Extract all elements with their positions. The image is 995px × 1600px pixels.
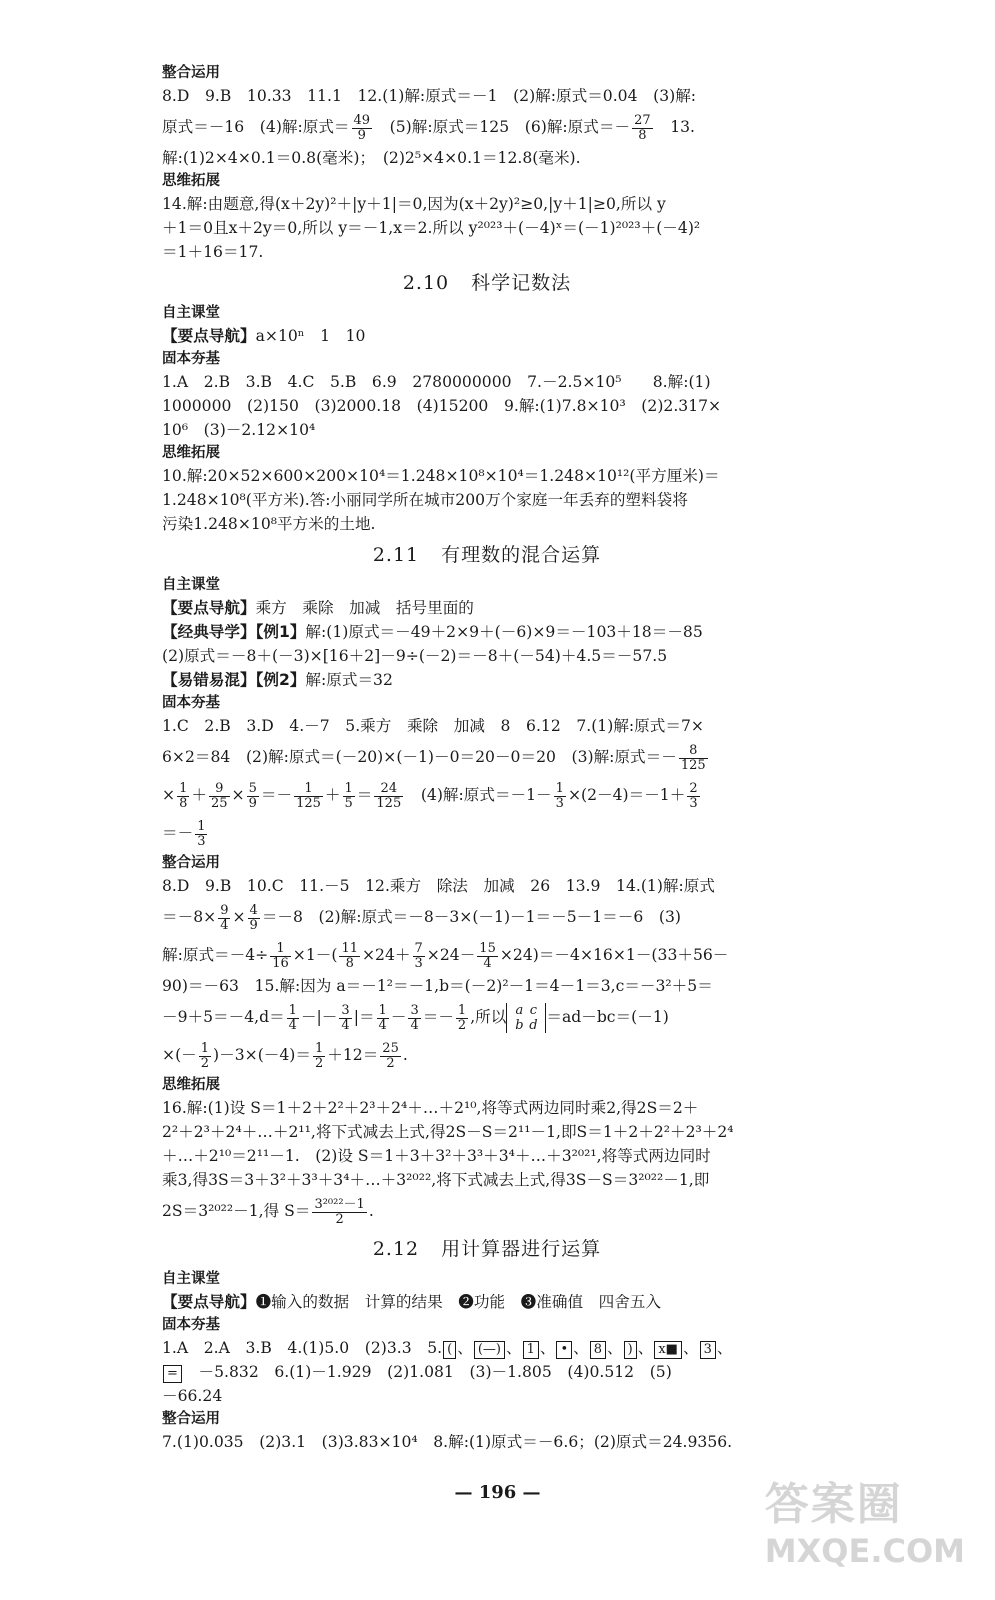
text-line: 原式＝－16 (4)解:原式＝ $\frac{49}{9}$ (5)解:原式＝125 (6)解:原式＝－ $\frac{27}{8}$ 13. — [162, 112, 696, 143]
text-line: －66.24 — [162, 1387, 223, 1405]
determinant: a c b d — [506, 1003, 546, 1033]
text-line: 8.D 9.B 10.33 11.1 12.(1)解:原式＝－1 (2)解:原式＝0.04 (3)解: — [162, 87, 697, 105]
text-line: 2²＋2³＋2⁴＋…＋2¹¹,将下式减去上式,得2S－S＝2¹¹－1,即S＝1＋2＋2²＋2³＋2⁴ — [162, 1123, 734, 1141]
text-line: 解:原式＝－4÷ $\frac{1}{16}$ ×1－( $\frac{11}{8}$ ×24＋ $\frac{7}{3}$ ×24－ $\frac{15}{4}$ ×24)＝－4×16×1－(33＋56－ — [162, 940, 729, 971]
fraction: $\frac{8}{125}$ — [680, 742, 706, 773]
text-line: －9＋5＝－4,d＝ $\frac{1}{4}$ －|－ $\frac{3}{4}$ |＝ $\frac{1}{4}$ － $\frac{3}{4}$ ＝－ $\frac{1}{2}$ ,所以 a c b d ＝ad－bc＝(－1) — [162, 1002, 669, 1033]
chapter-title: 2.10 科学记数法 — [402, 272, 572, 294]
text-line: 6×2＝84 (2)解:原式＝(－20)×(－1)－0＝20－0＝20 (3)解:原式＝－ $\frac{8}{125}$ — [162, 742, 706, 773]
text-line: 污染1.248×10⁸平方米的土地. — [162, 515, 376, 533]
section-heading: 整合运用 — [162, 1411, 220, 1427]
section-heading: 整合运用 — [162, 65, 220, 81]
text-line: 乘3,得3S＝3＋3²＋3³＋3⁴＋…＋3²⁰²²,将下式减去上式,得3S－S＝3²⁰²²－1,即 — [162, 1171, 710, 1189]
text-line: × $\frac{1}{8}$ ＋ $\frac{9}{25}$ × $\frac{5}{9}$ ＝－ $\frac{1}{125}$ ＋ $\frac{1}{5}$ ＝ $\frac{24}{125}$ (4)解:原式＝－1－ $\frac{1}{3}$ ×(2－4)＝－1＋ $\frac{2}{3}$ — [162, 780, 698, 811]
text-line: 7.(1)0.035 (2)3.1 (3)3.83×10⁴ 8.解:(1)原式＝－6.6；(2)原式＝24.9356. — [162, 1433, 733, 1451]
text-line: = －5.832 6.(1)－1.929 (2)1.081 (3)－1.805 (4)0.512 (5) — [162, 1360, 812, 1384]
section-heading: 自主课堂 — [162, 1271, 220, 1287]
text-line: ＝－ $\frac{1}{3}$ — [162, 818, 206, 849]
chapter-title: 2.11 有理数的混合运算 — [372, 544, 602, 566]
fraction: $\frac{49}{9}$ — [353, 112, 371, 143]
text-line: 【要点导航】a×10ⁿ 1 10 — [162, 327, 366, 345]
text-line: 【经典导学】【例1】解:(1)原式＝－49＋2×9＋(－6)×9＝－103＋18＝－85 — [162, 623, 703, 641]
text-line: 1.248×10⁸(平方米).答:小丽同学所在城市200万个家庭一年丢弃的塑料袋将 — [162, 491, 688, 509]
section-heading: 自主课堂 — [162, 305, 220, 321]
text-line: 90)＝－63 15.解:因为 a＝－1²＝－1,b＝(－2)²－1＝4－1＝3,c＝－3²＋5＝ — [162, 977, 713, 995]
answer-page — [162, 62, 812, 1454]
calc-key: ( — [443, 1341, 456, 1359]
text-line: 【要点导航】❶输入的数据 计算的结果 ❷功能 ❸准确值 四舍五入 — [162, 1293, 662, 1311]
calc-key: 1 — [523, 1341, 539, 1359]
text-line: 【要点导航】乘方 乘除 加减 括号里面的 — [162, 599, 474, 617]
text-line: ×(－ $\frac{1}{2}$ )－3×(－4)＝ $\frac{1}{2}$ ＋12＝ $\frac{25}{2}$ . — [162, 1040, 408, 1071]
text-line: ＝－8× $\frac{9}{4}$ × $\frac{4}{9}$ ＝－8 (2)解:原式＝－8－3×(－1)－1＝－5－1＝－6 (3) — [162, 902, 681, 933]
text-line: 10.解:20×52×600×200×10⁴＝1.248×10⁸×10⁴＝1.248×10¹²(平方厘米)＝ — [162, 467, 720, 485]
calc-key: ) — [624, 1341, 637, 1359]
section-heading: 固本夯基 — [162, 351, 220, 367]
text-line: ＋1＝0且x＋2y＝0,所以 y＝－1,x＝2.所以 y²⁰²³＋(－4)ˣ＝(－1)²⁰²³＋(－4)² — [162, 219, 701, 237]
text-line: ＝1＋16＝17. — [162, 243, 264, 261]
section-heading: 自主课堂 — [162, 577, 220, 593]
page-number: — 196 — — [454, 1482, 541, 1503]
text-line: 10⁶ (3)－2.12×10⁴ — [162, 421, 316, 439]
calc-key: 3 — [700, 1341, 716, 1359]
text-line: 1.A 2.B 3.B 4.C 5.B 6.9 2780000000 7.－2.5×10⁵ 8.解:(1) — [162, 373, 711, 391]
text-line: 1000000 (2)150 (3)2000.18 (4)15200 9.解:(1)7.8×10³ (2)2.317× — [162, 397, 722, 415]
section-heading: 整合运用 — [162, 855, 220, 871]
text-line: (2)原式＝－8＋(－3)×[16＋2]－9÷(－2)＝－8＋(－54)＋4.5＝－57.5 — [162, 647, 668, 665]
text-line: 14.解:由题意,得(x＋2y)²＋|y＋1|＝0,因为(x＋2y)²≥0,|y＋1|≥0,所以 y — [162, 195, 666, 213]
text-line: 2S＝3²⁰²²－1,得 S＝ $\frac{\text{3²⁰²²－1}}{2}$ . — [162, 1196, 374, 1227]
text-line: ＋…＋2¹⁰＝2¹¹－1. (2)设 S＝1＋3＋3²＋3³＋3⁴＋…＋3²⁰²¹,将等式两边同时 — [162, 1147, 711, 1165]
watermark: 答案圈 MXQE.COM — [764, 1479, 965, 1570]
calc-key: • — [556, 1341, 572, 1359]
section-heading: 思维拓展 — [162, 173, 220, 189]
text-line: 1.C 2.B 3.D 4.－7 5.乘方 乘除 加减 8 6.12 7.(1)解:原式＝7× — [162, 717, 704, 735]
text-line: 8.D 9.B 10.C 11.－5 12.乘方 除法 加减 26 13.9 14.(1)解:原式 — [162, 877, 715, 895]
section-heading: 思维拓展 — [162, 1077, 220, 1093]
calc-key: 8 — [590, 1341, 606, 1359]
section-heading: 固本夯基 — [162, 695, 220, 711]
calc-key: = — [163, 1365, 182, 1383]
text-line: 解:(1)2×4×0.1＝0.8(毫米)； (2)2⁵×4×0.1＝12.8(毫米). — [162, 149, 581, 167]
text-line: 1.A 2.A 3.B 4.(1)5.0 (2)3.3 5. ( 、 (—) 、 1 、 • 、 8 、 ) 、 x■ 、 3 、 — [162, 1339, 733, 1357]
section-heading: 思维拓展 — [162, 445, 220, 461]
calc-key: (—) — [474, 1341, 505, 1359]
text-line: 【易错易混】【例2】解:原式＝32 — [162, 671, 393, 689]
calc-key: x■ — [654, 1341, 682, 1359]
section-heading: 固本夯基 — [162, 1317, 220, 1333]
chapter-title: 2.12 用计算器进行运算 — [372, 1238, 602, 1260]
fraction: $\frac{27}{8}$ — [634, 112, 651, 143]
text-line: 16.解:(1)设 S＝1＋2＋2²＋2³＋2⁴＋…＋2¹⁰,将等式两边同时乘2,得2S＝2＋ — [162, 1099, 699, 1117]
